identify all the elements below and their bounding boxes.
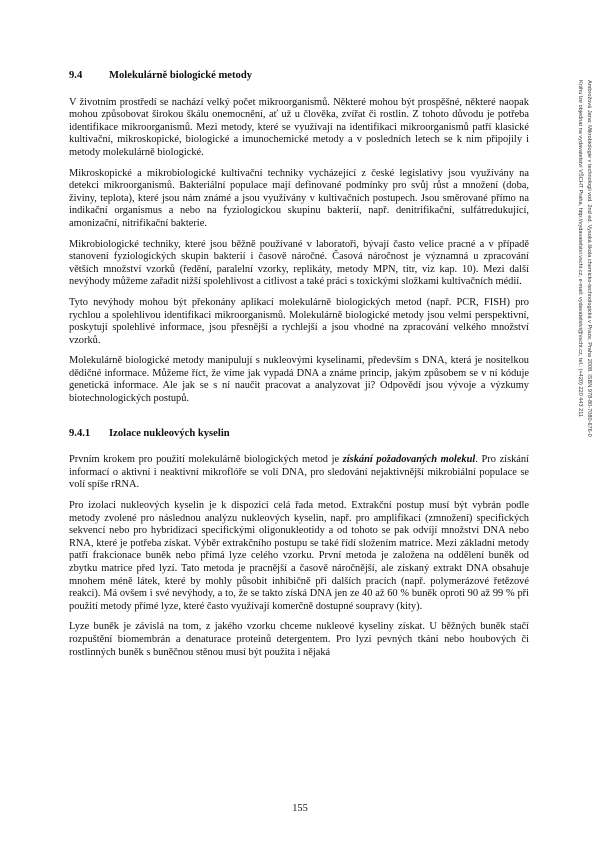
subsection-number: 9.4.1 xyxy=(69,427,91,439)
side-citation-note xyxy=(567,80,593,610)
section-heading xyxy=(69,70,529,83)
page-number: 155 xyxy=(292,803,308,814)
paragraph: V životním prostředí se nachází velký počet mikroorganismů. Některé mohou být prospěšné, některé naopak mohou způsobovat širokou škálu onemocnění, ať už u člověka, zvířat či rostlin. Z tohoto důvodu je potřeba identifikace mikroorganismů. Mezi metody, které se využívají na identifikaci mikroorganismů patří klasické kultivační, mikroskopické, biologické a imunochemické metody a v posledních letech se k nim připojily i metody molekulárně biologické. xyxy=(69,96,529,158)
main-text xyxy=(69,68,529,667)
citation-line-2: Knihu lze objednat na vydavatelství VŠCHT Praha, http://vydavatelstvi.vscht.cz, e-mail: vydavatelstvi@vscht.cz, tel.: (+420) 220 443 211 xyxy=(577,80,583,418)
section-title: Molekulárně biologické metody xyxy=(109,70,253,81)
paragraph xyxy=(69,454,529,492)
paragraph: Tyto nevýhody mohou být překonány aplikací molekulárně biologických metod (např. PCR, FISH) pro rychlou a spolehlivou identifikaci mikroorganismů. Molekulárně biologické metody jsou velmi perspektivní, poskytují spolehlivé informace, jsou přesnější a rychlejší a jsou vhodné na zpracování velkého množství vzorků. xyxy=(69,296,529,346)
subsection-heading xyxy=(69,428,529,441)
section-number: 9.4 xyxy=(69,70,83,81)
paragraph-text: Prvním krokem pro použití molekulárně biologických metod je xyxy=(69,454,343,466)
paragraph: Pro izolaci nukleových kyselin je k dispozici celá řada metod. Extrakční postup musí být vybrán podle metody zvolené pro následnou analýzu nukleových kyselin, např. pro amplifikaci (zmnožení) specifických sekvencí nebo pro hybridizaci specifickými oligonukleotidy a od tohoto se pak odvíjí množství DNA nebo RNA, které je potřeba získat. Výběr extrakčního postupu se také řídí složením matrice. Mezi základní metody patří frakcionace buněk nebo přímá lyze celého vzorku. První metoda je založena na oddělení buněk od zbytku matrice před lyzí. Tato metoda je pracnější a časově náročnější, ale získaný extrakt DNA obsahuje mnohem méně látek, které by mohly působit inhibičně při dalších pracích (např. polymerázové řetězové reakci). Má ovšem i své nevýhody, a to, že se takto získá DNA jen ze 40 až 60 % buněk oproti 90 až 99 % při použití metody přímé lyze, které často využívají komerčně dostupné soupravy (kity). xyxy=(69,500,529,612)
emphasized-term: získání požadovaných molekul xyxy=(342,454,476,466)
paragraph: Molekulárně biologické metody manipulují s nukleovými kyselinami, především s DNA, která je nositelkou dědičné informace. Můžeme říct, že víme jak vypadá DNA a známe princip, jakým způsobem se v ní kóduje genetická informace. Ale jak se s ní naučit pracovat a analyzovat ji? Odpovědí jsou vývoje a výzkumy biotechnologických postupů. xyxy=(69,355,529,405)
citation-line-1: Ambrožová Jana: Mikrobiologie v technologii vod. 2nd ed. Vysoká škola chemicko-technologická v Praze, Praha 2008. ISBN 978-80-7080-676-0 xyxy=(586,80,592,437)
paragraph-text: . Pro získání informací o aktivní i neaktivní mikroflóře se volí DNA, pro sledování nejaktivnější mikrobiální populace se volí spíše rRNA. xyxy=(69,454,530,491)
paragraph: Lyze buněk je závislá na tom, z jakého vzorku chceme nukleové kyseliny získat. U běžných buněk stačí rozpuštění biomembrán a denaturace proteinů detergentem. Pro lyzi pevných tkání nebo houbových či rostlinných buněk s buněčnou stěnou musí být použita i nějaká xyxy=(69,621,529,658)
subsection-title: Izolace nukleových kyselin xyxy=(109,427,230,439)
paragraph: Mikroskopické a mikrobiologické kultivační techniky vycházející z české legislativy jsou využívány na detekci mikroorganismů. Bakteriální populace mají definované podmínky pro svůj růst a množení (doba, živiny, teplota), které jsou nám známé a jsou využívány v kultivačních postupech. Jsou směrované přímo na indikační organismus a nebo na fyziologickou skupinu bakterií, např. denitrifikační, sulfátredukující, amonizační, nitrifikační bakterie. xyxy=(69,167,529,229)
paragraph: Mikrobiologické techniky, které jsou běžně používané v laboratoři, bývají často velice pracné a v případě stanovení fyziologických skupin bakterií i časově náročné. Časová náročnost je významná u zpracování větších množství vzorků (ředění, paralelní vzorky, replikáty, metody MPN, titr, viz kap. 10). Mezi další nevýhody můžeme zařadit nižší spolehlivost a citlivost a také práci s toxickými složkami kultivačních médií. xyxy=(69,238,529,288)
